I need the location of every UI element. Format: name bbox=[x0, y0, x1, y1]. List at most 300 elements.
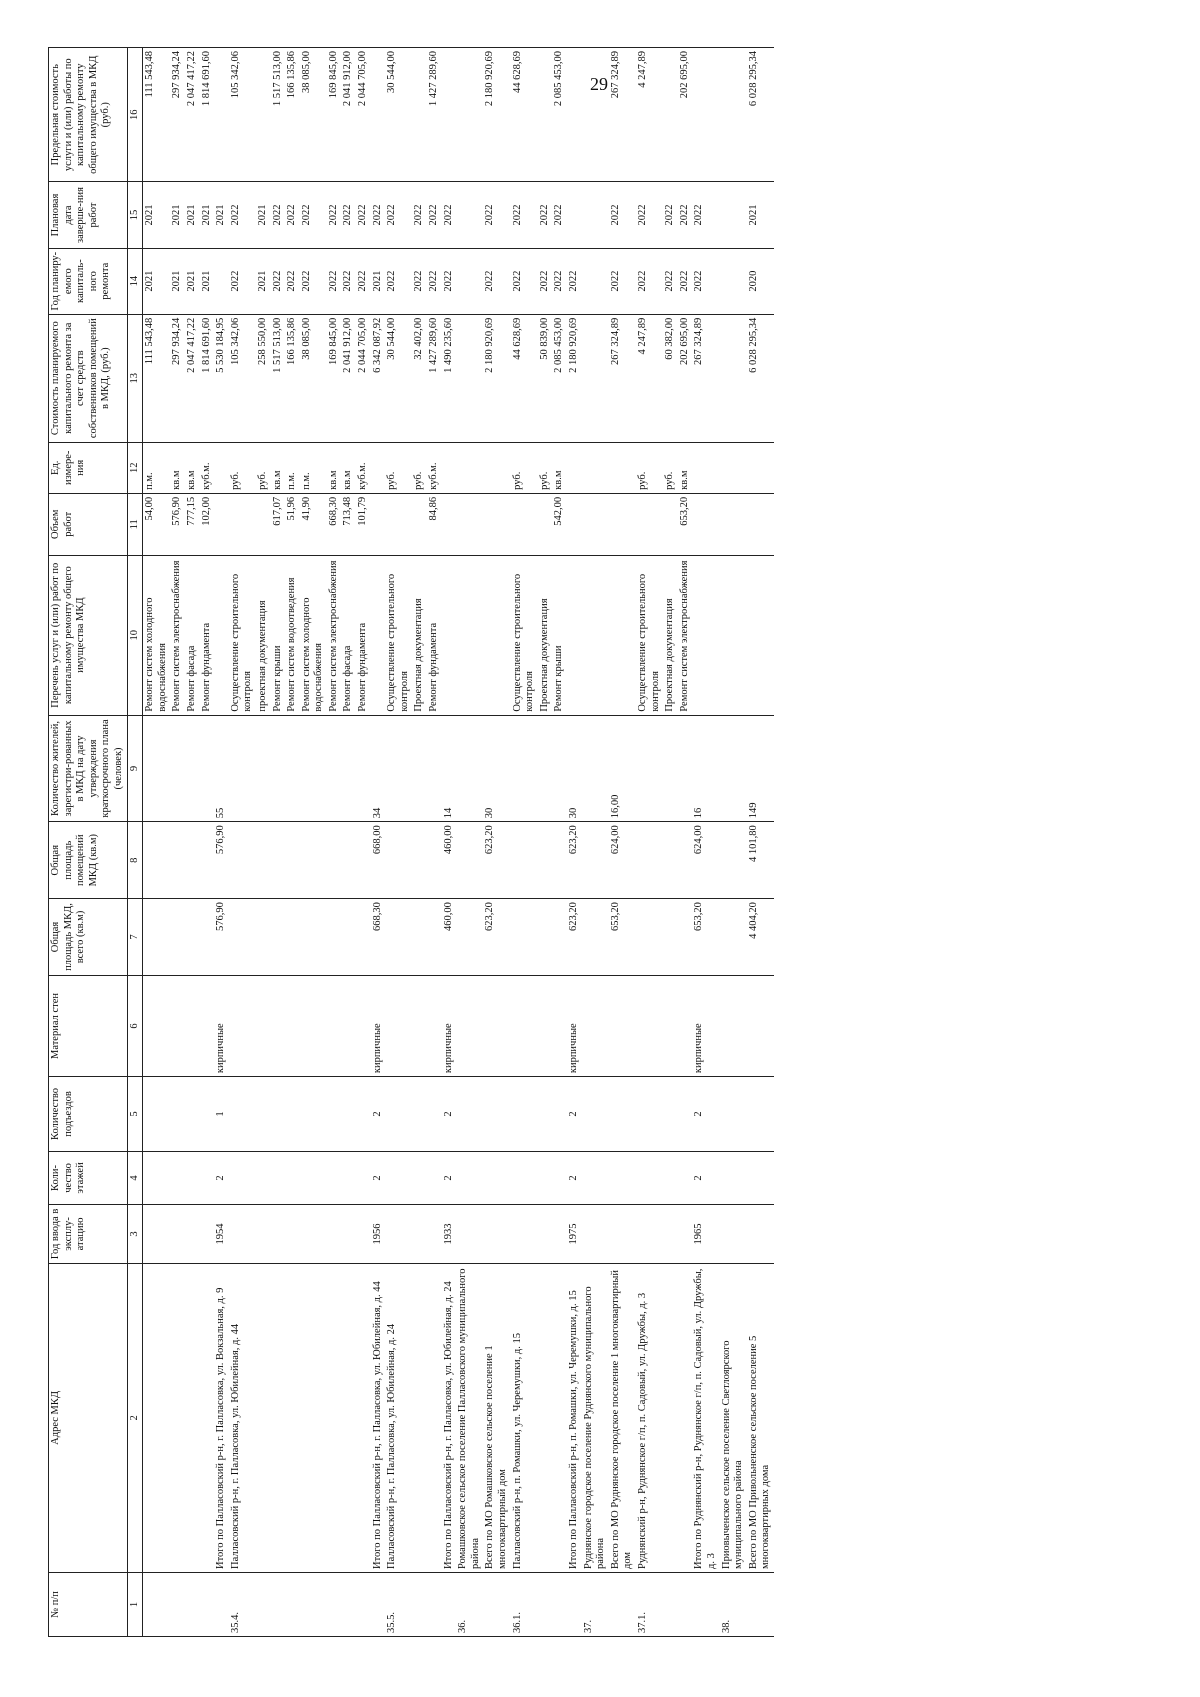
table-cell: 1954 bbox=[214, 1205, 229, 1264]
table-cell bbox=[567, 48, 582, 182]
column-header: Объем работ bbox=[49, 493, 128, 555]
table-cell bbox=[456, 182, 483, 248]
table-cell bbox=[229, 1205, 256, 1264]
table-cell: 149 bbox=[747, 715, 774, 822]
table-row bbox=[285, 48, 300, 1637]
table-cell bbox=[483, 1151, 510, 1204]
table-cell bbox=[456, 555, 483, 715]
table-row bbox=[663, 48, 678, 1637]
table-cell bbox=[300, 899, 327, 976]
table-cell: 30 544,00 bbox=[385, 314, 412, 442]
table-cell bbox=[511, 493, 538, 555]
table-cell bbox=[456, 1205, 483, 1264]
column-header: Перечень услуг и (или) работ по капитальному ремонту общего имущества МКД bbox=[49, 555, 128, 715]
table-cell: Проектная документация bbox=[663, 555, 678, 715]
column-number: 7 bbox=[127, 899, 143, 976]
table-cell: 202 695,00 bbox=[678, 48, 693, 182]
table-cell: 2 180 920,69 bbox=[483, 48, 510, 182]
table-cell bbox=[747, 1573, 774, 1637]
table-cell: 267 324,89 bbox=[609, 48, 636, 182]
table-row bbox=[143, 48, 171, 1637]
table-cell bbox=[412, 899, 427, 976]
table-cell bbox=[185, 1077, 200, 1152]
table-cell: руб. bbox=[663, 442, 678, 493]
table-cell bbox=[427, 1077, 442, 1152]
table-cell bbox=[567, 493, 582, 555]
table-cell bbox=[229, 899, 256, 976]
table-cell: Ремонт систем холодного водоснабжения bbox=[143, 555, 171, 715]
table-cell: Осуществление строительного контроля bbox=[385, 555, 412, 715]
table-cell: 2022 bbox=[483, 182, 510, 248]
table-cell bbox=[285, 1077, 300, 1152]
table-cell bbox=[747, 442, 774, 493]
table-row bbox=[483, 48, 510, 1637]
table-cell bbox=[256, 975, 271, 1076]
table-row bbox=[636, 48, 663, 1637]
table-cell: 2022 bbox=[356, 248, 371, 314]
table-cell: куб.м. bbox=[427, 442, 442, 493]
table-cell: кв.м bbox=[170, 442, 185, 493]
table-cell: 2022 bbox=[552, 182, 567, 248]
table-cell bbox=[170, 1263, 185, 1572]
table-cell: 2021 bbox=[143, 182, 171, 248]
table-cell bbox=[356, 975, 371, 1076]
table-cell bbox=[341, 975, 356, 1076]
table-cell: 2 047 417,22 bbox=[185, 48, 200, 182]
column-number: 13 bbox=[127, 314, 143, 442]
table-cell bbox=[356, 715, 371, 822]
table-cell: 2022 bbox=[341, 182, 356, 248]
table-cell: кирпичные bbox=[214, 975, 229, 1076]
table-cell bbox=[385, 899, 412, 976]
table-cell: 2022 bbox=[341, 248, 356, 314]
column-number: 11 bbox=[127, 493, 143, 555]
table-cell: 267 324,89 bbox=[692, 314, 719, 442]
table-cell bbox=[720, 899, 747, 976]
table-cell: 576,90 bbox=[170, 493, 185, 555]
table-cell bbox=[456, 899, 483, 976]
table-row bbox=[327, 48, 342, 1637]
table-cell bbox=[456, 1077, 483, 1152]
table-cell: 2 044 705,00 bbox=[356, 48, 371, 182]
table-cell bbox=[412, 1573, 427, 1637]
table-cell: 2022 bbox=[663, 182, 678, 248]
table-cell bbox=[200, 1077, 215, 1152]
table-cell: 1965 bbox=[692, 1205, 719, 1264]
column-header: Ед. измере-ния bbox=[49, 442, 128, 493]
rotated-table-area bbox=[48, 47, 1068, 1637]
table-cell bbox=[341, 1151, 356, 1204]
table-cell: Ремонт фундамента bbox=[427, 555, 442, 715]
column-header: Количество подъездов bbox=[49, 1077, 128, 1152]
table-cell: 2022 bbox=[692, 248, 719, 314]
column-number-row bbox=[127, 48, 143, 1637]
table-cell: 2021 bbox=[200, 182, 215, 248]
table-cell bbox=[582, 1151, 609, 1204]
table-cell: Руднянский р-н, Руднянское г/п, п. Садовый, ул. Дружбы, д. 3 bbox=[636, 1263, 663, 1572]
table-cell: 166 135,86 bbox=[285, 48, 300, 182]
table-cell: 2 bbox=[371, 1077, 386, 1152]
table-cell bbox=[511, 975, 538, 1076]
table-cell bbox=[143, 1205, 171, 1264]
table-cell: 617,07 bbox=[271, 493, 286, 555]
table-cell bbox=[663, 975, 678, 1076]
table-cell bbox=[663, 899, 678, 976]
table-cell: 2022 bbox=[300, 182, 327, 248]
table-cell bbox=[271, 899, 286, 976]
table-cell: 2 bbox=[692, 1151, 719, 1204]
table-cell bbox=[720, 442, 747, 493]
table-cell bbox=[214, 493, 229, 555]
table-cell bbox=[143, 1151, 171, 1204]
table-cell: кирпичные bbox=[371, 975, 386, 1076]
table-cell bbox=[185, 822, 200, 899]
table-cell: 1 490 235,60 bbox=[442, 314, 457, 442]
table-cell bbox=[214, 48, 229, 182]
table-cell: 2020 bbox=[747, 248, 774, 314]
table-cell bbox=[256, 822, 271, 899]
table-cell: 267 324,89 bbox=[609, 314, 636, 442]
table-row bbox=[538, 48, 553, 1637]
table-cell: 258 550,00 bbox=[256, 314, 271, 442]
table-row bbox=[185, 48, 200, 1637]
column-number: 14 bbox=[127, 248, 143, 314]
table-cell: 34 bbox=[371, 715, 386, 822]
table-cell bbox=[214, 248, 229, 314]
table-cell: 623,20 bbox=[567, 899, 582, 976]
table-cell bbox=[678, 1205, 693, 1264]
table-cell bbox=[143, 1077, 171, 1152]
table-cell: 2 041 912,00 bbox=[341, 314, 356, 442]
table-cell: 37. bbox=[582, 1573, 609, 1637]
table-cell bbox=[456, 248, 483, 314]
table-cell bbox=[385, 1205, 412, 1264]
table-cell bbox=[663, 1573, 678, 1637]
table-cell bbox=[582, 493, 609, 555]
table-cell bbox=[663, 1151, 678, 1204]
table-cell: Ремонт крыши bbox=[271, 555, 286, 715]
table-cell: 1 bbox=[214, 1077, 229, 1152]
table-cell bbox=[385, 822, 412, 899]
table-cell: 2022 bbox=[511, 248, 538, 314]
table-cell bbox=[552, 1573, 567, 1637]
table-cell: Итого по Руднянский р-н, Руднянское г/п, п. Садовый, ул. Дружбы, д. 3 bbox=[692, 1263, 719, 1572]
table-cell bbox=[256, 1077, 271, 1152]
column-number: 4 bbox=[127, 1151, 143, 1204]
table-cell: 2 bbox=[692, 1077, 719, 1152]
table-cell bbox=[356, 1263, 371, 1572]
table-cell bbox=[552, 1077, 567, 1152]
table-cell bbox=[538, 1077, 553, 1152]
table-cell bbox=[582, 1205, 609, 1264]
table-cell bbox=[356, 1151, 371, 1204]
table-cell bbox=[483, 555, 510, 715]
table-cell: 623,20 bbox=[483, 899, 510, 976]
table-cell: 1933 bbox=[442, 1205, 457, 1264]
table-cell bbox=[185, 1573, 200, 1637]
table-cell: 4 247,89 bbox=[636, 48, 663, 182]
table-cell bbox=[356, 822, 371, 899]
table-cell bbox=[678, 899, 693, 976]
table-cell bbox=[185, 715, 200, 822]
table-cell bbox=[456, 493, 483, 555]
table-cell bbox=[609, 1077, 636, 1152]
table-cell: руб. bbox=[256, 442, 271, 493]
table-cell: руб. bbox=[412, 442, 427, 493]
table-cell bbox=[567, 1573, 582, 1637]
table-cell: Ремонт фасада bbox=[185, 555, 200, 715]
table-cell: 576,90 bbox=[214, 822, 229, 899]
table-cell bbox=[300, 1263, 327, 1572]
table-cell bbox=[442, 555, 457, 715]
table-cell: 1956 bbox=[371, 1205, 386, 1264]
table-cell bbox=[271, 1205, 286, 1264]
table-cell bbox=[567, 182, 582, 248]
table-cell: проектная документация bbox=[256, 555, 271, 715]
table-cell: кв.м bbox=[552, 442, 567, 493]
table-row bbox=[371, 48, 386, 1637]
table-cell bbox=[483, 1205, 510, 1264]
table-cell: 297 934,24 bbox=[170, 48, 185, 182]
table-cell: 2022 bbox=[567, 248, 582, 314]
table-cell: 37.1. bbox=[636, 1573, 663, 1637]
table-cell: 668,30 bbox=[371, 899, 386, 976]
table-cell: Итого по Палласовский р-н, г. Палласовка, ул. Юбилейная, д. 44 bbox=[371, 1263, 386, 1572]
table-cell bbox=[285, 1151, 300, 1204]
table-cell: 2022 bbox=[285, 182, 300, 248]
table-cell bbox=[663, 822, 678, 899]
table-cell bbox=[185, 1205, 200, 1264]
table-cell: 2021 bbox=[200, 248, 215, 314]
table-cell bbox=[552, 975, 567, 1076]
column-number: 10 bbox=[127, 555, 143, 715]
table-cell: 44 628,69 bbox=[511, 48, 538, 182]
table-cell: 1 814 691,60 bbox=[200, 48, 215, 182]
table-cell bbox=[747, 493, 774, 555]
table-cell: кирпичные bbox=[567, 975, 582, 1076]
table-cell bbox=[511, 822, 538, 899]
table-row bbox=[170, 48, 185, 1637]
table-cell: Осуществление строительного контроля bbox=[511, 555, 538, 715]
table-cell: Итого по Палласовский р-н, г. Палласовка, ул. Вокзальная, д. 9 bbox=[214, 1263, 229, 1572]
table-cell: 16,00 bbox=[609, 715, 636, 822]
table-cell bbox=[200, 1151, 215, 1204]
table-cell bbox=[483, 493, 510, 555]
table-cell bbox=[229, 493, 256, 555]
table-cell bbox=[483, 442, 510, 493]
table-cell: 30 bbox=[567, 715, 582, 822]
table-cell: 2022 bbox=[385, 248, 412, 314]
table-cell bbox=[229, 1151, 256, 1204]
table-cell: 54,00 bbox=[143, 493, 171, 555]
table-cell bbox=[170, 975, 185, 1076]
table-cell: Ремонт фундамента bbox=[356, 555, 371, 715]
table-cell bbox=[538, 1205, 553, 1264]
table-cell: Приовыченское сельское поселение Светлоярского муниципального района bbox=[720, 1263, 747, 1572]
table-cell bbox=[483, 1077, 510, 1152]
table-cell bbox=[285, 1263, 300, 1572]
table-cell bbox=[271, 1573, 286, 1637]
table-cell: 624,00 bbox=[609, 822, 636, 899]
table-cell bbox=[371, 442, 386, 493]
table-cell bbox=[582, 48, 609, 182]
column-header: Общая площадь МКД, всего (кв.м) bbox=[49, 899, 128, 976]
table-cell bbox=[341, 1573, 356, 1637]
table-cell: Всего по МО Руднянское городское поселение 1 многоквартирный дом bbox=[609, 1263, 636, 1572]
table-cell bbox=[663, 48, 678, 182]
table-cell bbox=[385, 1077, 412, 1152]
table-cell: Всего по МО Привольненское сельское поселение 5 многоквартирных дома bbox=[747, 1263, 774, 1572]
table-cell: 16 bbox=[692, 715, 719, 822]
table-cell: 624,00 bbox=[692, 822, 719, 899]
column-number: 6 bbox=[127, 975, 143, 1076]
table-cell bbox=[300, 1205, 327, 1264]
table-cell: 2021 bbox=[371, 248, 386, 314]
table-cell bbox=[582, 1077, 609, 1152]
table-cell bbox=[538, 1151, 553, 1204]
column-header: Плановая дата заверше-ния работ bbox=[49, 182, 128, 248]
table-cell bbox=[678, 975, 693, 1076]
table-cell: 6 028 295,34 bbox=[747, 314, 774, 442]
table-cell: Ремонт фундамента bbox=[200, 555, 215, 715]
table-cell bbox=[538, 1263, 553, 1572]
table-cell bbox=[229, 715, 256, 822]
table-cell bbox=[511, 899, 538, 976]
table-body bbox=[143, 48, 774, 1637]
table-cell bbox=[356, 899, 371, 976]
table-cell bbox=[271, 1077, 286, 1152]
table-cell: 2022 bbox=[636, 248, 663, 314]
table-cell bbox=[143, 899, 171, 976]
table-cell bbox=[412, 822, 427, 899]
table-cell: куб.м. bbox=[200, 442, 215, 493]
table-row bbox=[456, 48, 483, 1637]
table-cell bbox=[720, 1077, 747, 1152]
table-cell bbox=[412, 1077, 427, 1152]
table-cell bbox=[256, 715, 271, 822]
table-cell bbox=[327, 975, 342, 1076]
table-cell: Ромашковское сельское поселение Палласовского муниципального района bbox=[456, 1263, 483, 1572]
table-cell bbox=[256, 1263, 271, 1572]
table-cell bbox=[720, 1205, 747, 1264]
table-cell: 2021 bbox=[143, 248, 171, 314]
table-cell: 542,00 bbox=[552, 493, 567, 555]
column-header: Предельная стоимость услуги и (или) работы по капитальному ремонту общего имущества в МКД (руб.) bbox=[49, 48, 128, 182]
table-cell: 2022 bbox=[427, 182, 442, 248]
table-row bbox=[229, 48, 256, 1637]
table-row bbox=[412, 48, 427, 1637]
table-row bbox=[692, 48, 719, 1637]
table-cell: 668,30 bbox=[327, 493, 342, 555]
table-cell: 5 530 184,95 bbox=[214, 314, 229, 442]
table-cell bbox=[538, 493, 553, 555]
table-cell bbox=[720, 182, 747, 248]
table-cell bbox=[582, 248, 609, 314]
table-cell: 105 342,06 bbox=[229, 314, 256, 442]
table-row bbox=[567, 48, 582, 1637]
table-cell: 2022 bbox=[538, 182, 553, 248]
table-cell: руб. bbox=[511, 442, 538, 493]
header-row bbox=[49, 48, 128, 1637]
table-cell: 6 342 087,92 bbox=[371, 314, 386, 442]
table-cell: Ремонт систем электроснабжения bbox=[170, 555, 185, 715]
table-cell: 60 382,00 bbox=[663, 314, 678, 442]
table-cell bbox=[385, 493, 412, 555]
table-cell bbox=[385, 975, 412, 1076]
column-header: Материал стен bbox=[49, 975, 128, 1076]
table-cell bbox=[385, 1151, 412, 1204]
table-cell: 1 814 691,60 bbox=[200, 314, 215, 442]
capital-repair-table bbox=[48, 47, 774, 1637]
table-cell: 2022 bbox=[483, 248, 510, 314]
table-cell: 2021 bbox=[256, 182, 271, 248]
table-cell: 2022 bbox=[327, 248, 342, 314]
table-cell bbox=[170, 822, 185, 899]
table-cell: 2022 bbox=[678, 182, 693, 248]
table-cell: 38 085,00 bbox=[300, 314, 327, 442]
table-cell: Всего по МО Ромашковское сельское поселение 1 многоквартирный дом bbox=[483, 1263, 510, 1572]
table-cell bbox=[327, 899, 342, 976]
table-cell bbox=[412, 975, 427, 1076]
table-cell: 2022 bbox=[356, 182, 371, 248]
table-cell bbox=[143, 715, 171, 822]
table-cell bbox=[609, 442, 636, 493]
table-cell: 2022 bbox=[327, 182, 342, 248]
table-cell: 50 839,00 bbox=[538, 314, 553, 442]
table-cell bbox=[582, 182, 609, 248]
table-cell: 38. bbox=[720, 1573, 747, 1637]
table-cell: Проектная документация bbox=[538, 555, 553, 715]
table-cell bbox=[300, 715, 327, 822]
table-cell: 2022 bbox=[300, 248, 327, 314]
table-cell: 4 247,89 bbox=[636, 314, 663, 442]
table-cell bbox=[200, 715, 215, 822]
table-cell bbox=[747, 1077, 774, 1152]
table-row bbox=[200, 48, 215, 1637]
table-cell bbox=[720, 975, 747, 1076]
table-cell bbox=[143, 822, 171, 899]
table-cell: Руднянское городское поселение Руднянского муниципального района bbox=[582, 1263, 609, 1572]
table-row bbox=[356, 48, 371, 1637]
table-cell: 2022 bbox=[636, 182, 663, 248]
table-cell bbox=[636, 1151, 663, 1204]
table-cell bbox=[456, 48, 483, 182]
table-cell bbox=[636, 1077, 663, 1152]
table-cell: Палласовский р-н, п. Ромашки, ул. Черемушки, д. 15 bbox=[511, 1263, 538, 1572]
table-cell bbox=[327, 1573, 342, 1637]
table-cell: 36.1. bbox=[511, 1573, 538, 1637]
table-cell bbox=[663, 493, 678, 555]
table-cell: 2022 bbox=[511, 182, 538, 248]
table-cell: руб. bbox=[229, 442, 256, 493]
table-cell bbox=[609, 493, 636, 555]
table-cell bbox=[456, 314, 483, 442]
column-header: Год ввода в эксплу-атацию bbox=[49, 1205, 128, 1264]
table-cell bbox=[170, 715, 185, 822]
table-cell bbox=[256, 1205, 271, 1264]
table-cell bbox=[427, 1263, 442, 1572]
table-cell: Ремонт систем холодного водоснабжения bbox=[300, 555, 327, 715]
table-cell: руб. bbox=[636, 442, 663, 493]
table-cell bbox=[170, 1077, 185, 1152]
table-cell: Осуществление строительного контроля bbox=[636, 555, 663, 715]
table-cell: 111 543,48 bbox=[143, 314, 171, 442]
table-cell: 2022 bbox=[271, 182, 286, 248]
table-cell bbox=[538, 1573, 553, 1637]
table-cell bbox=[371, 555, 386, 715]
table-cell bbox=[636, 493, 663, 555]
table-cell bbox=[285, 975, 300, 1076]
